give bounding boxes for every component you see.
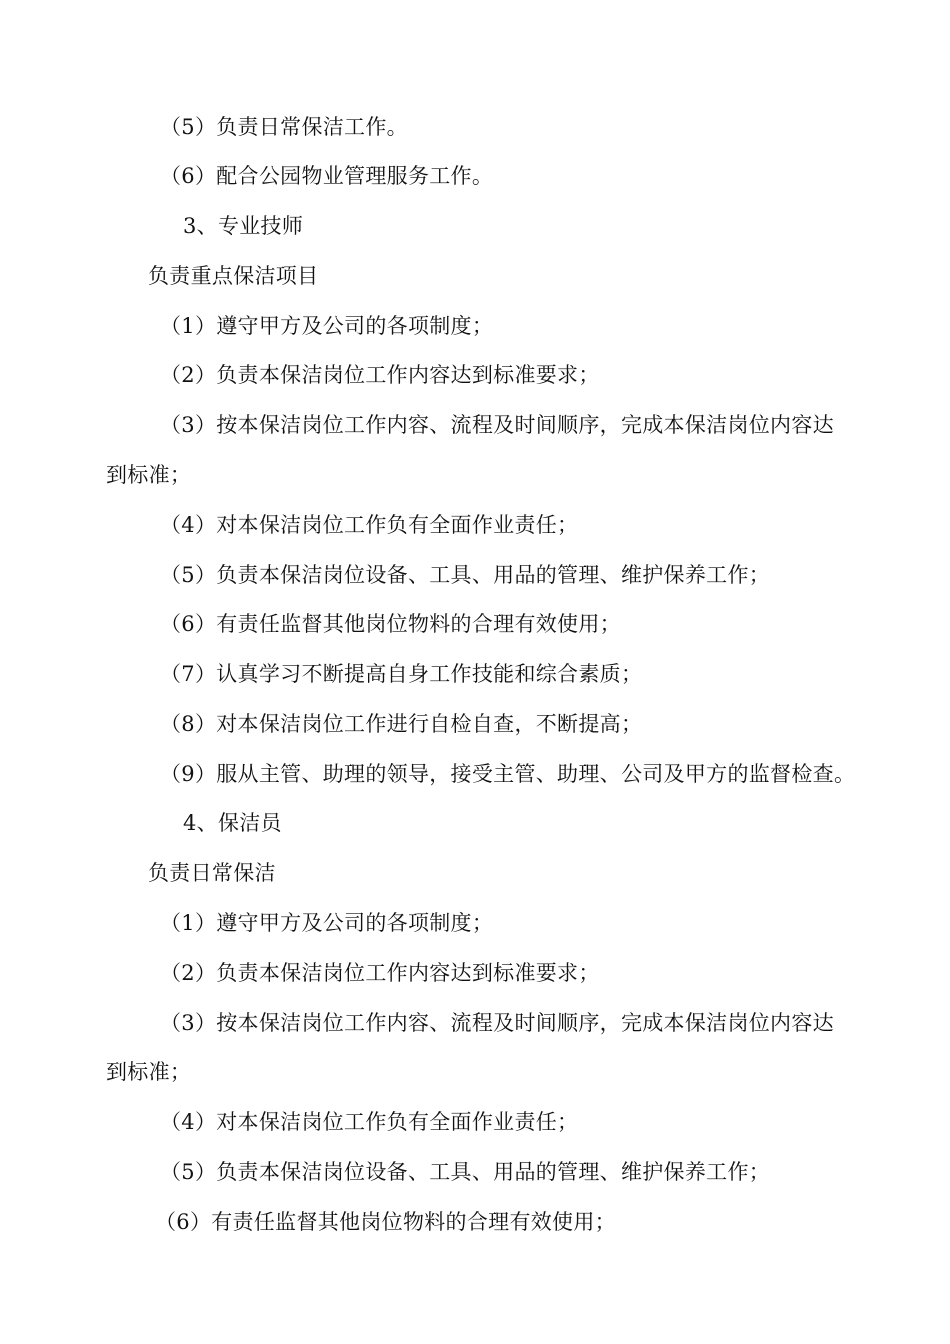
list-item: （5）负责日常保洁工作。: [160, 115, 408, 139]
list-item: （7）认真学习不断提高自身工作技能和综合素质；: [160, 662, 643, 686]
list-item: （1）遵守甲方及公司的各项制度；: [160, 314, 494, 338]
section-heading: 4、保洁员: [183, 811, 282, 835]
list-item: （6）有责任监督其他岗位物料的合理有效使用；: [160, 612, 621, 636]
sub-heading: 负责日常保洁: [148, 861, 276, 885]
list-item: （6）配合公园物业管理服务工作。: [160, 164, 494, 188]
list-item: （5）负责本保洁岗位设备、工具、用品的管理、维护保养工作；: [160, 1160, 771, 1184]
list-item: （4）对本保洁岗位工作负有全面作业责任；: [160, 1110, 579, 1134]
list-item: （2）负责本保洁岗位工作内容达到标准要求；: [160, 363, 600, 387]
list-item: （3）按本保洁岗位工作内容、流程及时间顺序，完成本保洁岗位内容达: [160, 1011, 834, 1035]
section-heading: 3、专业技师: [183, 214, 304, 238]
list-item: （8）对本保洁岗位工作进行自检自查，不断提高；: [160, 712, 643, 736]
list-item: （2）负责本保洁岗位工作内容达到标准要求；: [160, 961, 600, 985]
list-item: （9）服从主管、助理的领导，接受主管、助理、公司及甲方的监督检查。: [160, 762, 856, 786]
list-item-continuation: 到标准；: [106, 1060, 192, 1084]
list-item: （1）遵守甲方及公司的各项制度；: [160, 911, 494, 935]
list-item: （4）对本保洁岗位工作负有全面作业责任；: [160, 513, 579, 537]
list-item: （6）有责任监督其他岗位物料的合理有效使用；: [155, 1210, 616, 1234]
sub-heading: 负责重点保洁项目: [148, 264, 319, 288]
list-item: （3）按本保洁岗位工作内容、流程及时间顺序，完成本保洁岗位内容达: [160, 413, 834, 437]
list-item: （5）负责本保洁岗位设备、工具、用品的管理、维护保养工作；: [160, 563, 771, 587]
list-item-continuation: 到标准；: [106, 463, 192, 487]
